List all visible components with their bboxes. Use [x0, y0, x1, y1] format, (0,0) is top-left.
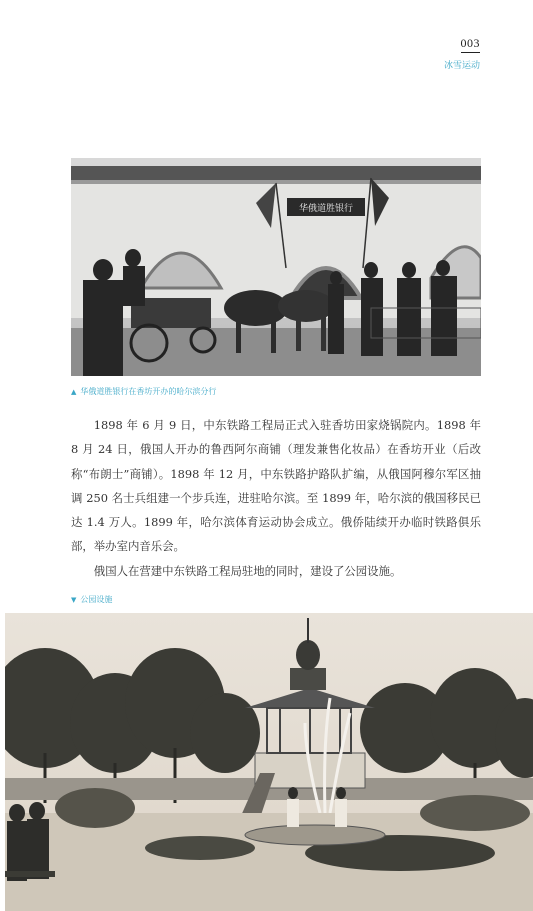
triangle-up-icon: ▲ — [71, 388, 77, 396]
park-photo — [5, 613, 533, 911]
page-number: 003 — [461, 36, 481, 53]
figure-caption — [71, 386, 216, 397]
figure-caption — [71, 594, 112, 605]
bank-branch-photo — [71, 158, 481, 376]
caption-text: 公园设施 — [80, 595, 113, 604]
body-text — [71, 413, 481, 583]
triangle-down-icon: ▼ — [71, 596, 77, 604]
bank-sign-text: 华俄道胜银行 — [298, 204, 354, 214]
paragraph: 1898 年 6 月 9 日，中东铁路工程局正式入驻香坊田家烧锅院内。1898 年 8 月 24 日，俄国人开办的鲁西阿尔商铺（理发兼售化妆品）在香坊开业（后改称“布朗士”商铺）。1898 年 12 月，中东铁路护路队扩编，从俄国阿穆尔军区抽调 250 名士兵组建一个步兵连，进驻哈尔滨。至 1899 年，哈尔滨的俄国移民已达 1.4 万人。1899 年，哈尔滨体育运动协会成立。俄侨陆续开办临时铁路俱乐部，举办室内音乐会。 — [71, 418, 481, 554]
caption-text: 华俄道胜银行在香坊开办的哈尔滨分行 — [80, 387, 217, 396]
section-title: 冰雪运动 — [443, 61, 480, 71]
paragraph: 俄国人在营建中东铁路工程局驻地的同时，建设了公园设施。 — [93, 563, 402, 578]
